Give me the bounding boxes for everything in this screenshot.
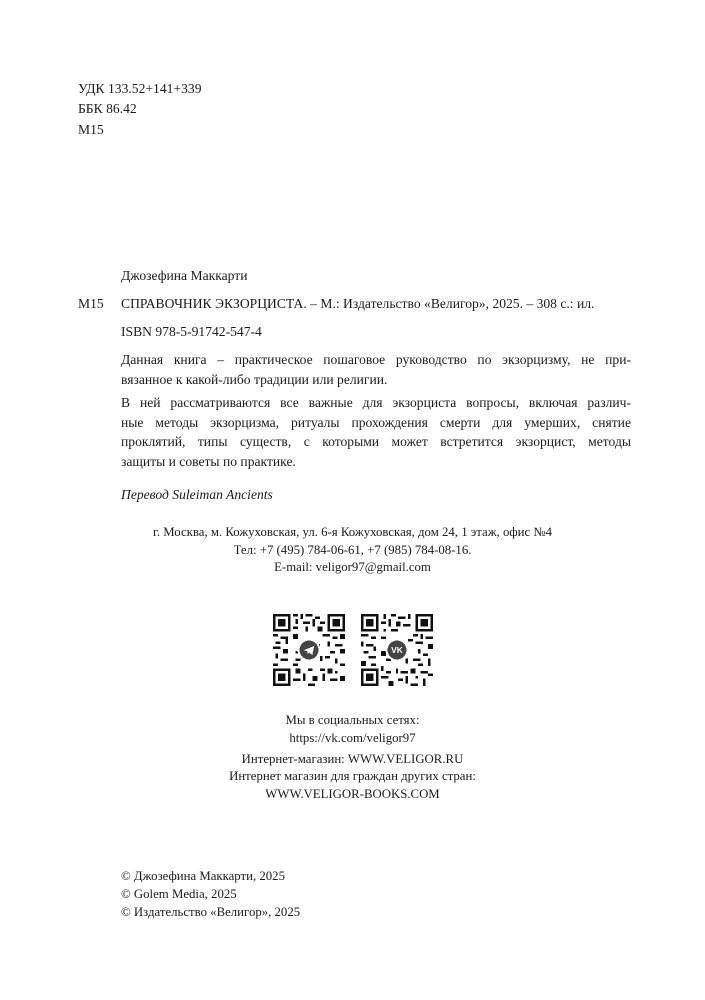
copyright-line: © Golem Media, 2025 [121,887,237,901]
annotation-paragraph-2 [121,393,631,471]
copyright-line: © Джозефина Маккарти, 2025 [121,869,285,883]
vk-link[interactable]: https://vk.com/veligor97 [289,731,416,745]
isbn: ISBN 978-5-91742-547-4 [121,324,262,339]
annotation-line: Данная книга – практическое пошаговое руководство по экзорцизму, не при- [121,352,631,367]
annotation-line: вязанное к какой-либо традиции или религии. [121,371,388,387]
bib-code: М15 [78,296,104,311]
intl-shop-link[interactable]: WWW.VELIGOR-BOOKS.COM [265,787,440,801]
publisher-phone: Тел: +7 (495) 784-06-61, +7 (985) 784-08-16. [233,543,472,557]
publisher-address: г. Москва, м. Кожуховская, ул. 6-я Кожуховская, дом 24, 1 этаж, офис №4 [153,525,552,539]
intl-shop-label: Интернет магазин для граждан других стран: [229,769,476,783]
annotation-line: проклятий, типы существ, с которыми может встретится экзорцист, методы [121,434,631,449]
annotation-line: В ней рассматриваются все важные для экзорциста вопросы, включая различ- [121,395,631,410]
annotation-line: защиты и советы по практике. [121,453,296,469]
shop-link[interactable]: Интернет-магазин: WWW.VELIGOR.RU [241,752,464,766]
telegram-qr[interactable] [273,614,345,686]
author-mark: М15 [78,122,104,137]
udk-code: УДК 133.52+141+339 [78,81,202,96]
vk-icon: VK [391,645,403,656]
publisher-email[interactable]: E-mail: veligor97@gmail.com [274,560,431,574]
vk-qr[interactable] [361,614,433,686]
annotation-paragraph-1 [121,350,631,389]
copyright-line: © Издательство «Велигор», 2025 [121,905,301,919]
bbk-code: ББК 86.42 [78,101,137,116]
social-label: Мы в социальных сетях: [285,713,420,727]
bib-entry: СПРАВОЧНИК ЭКЗОРЦИСТА. – М.: Издательство «Велигор», 2025. – 308 с.: ил. [121,296,595,311]
translator: Перевод Suleiman Ancients [121,487,273,502]
author-name: Джозефина Маккарти [121,268,248,283]
annotation-line: ные методы экзорцизма, ритуалы прохождения смерти для умерших, снятие [121,414,631,430]
